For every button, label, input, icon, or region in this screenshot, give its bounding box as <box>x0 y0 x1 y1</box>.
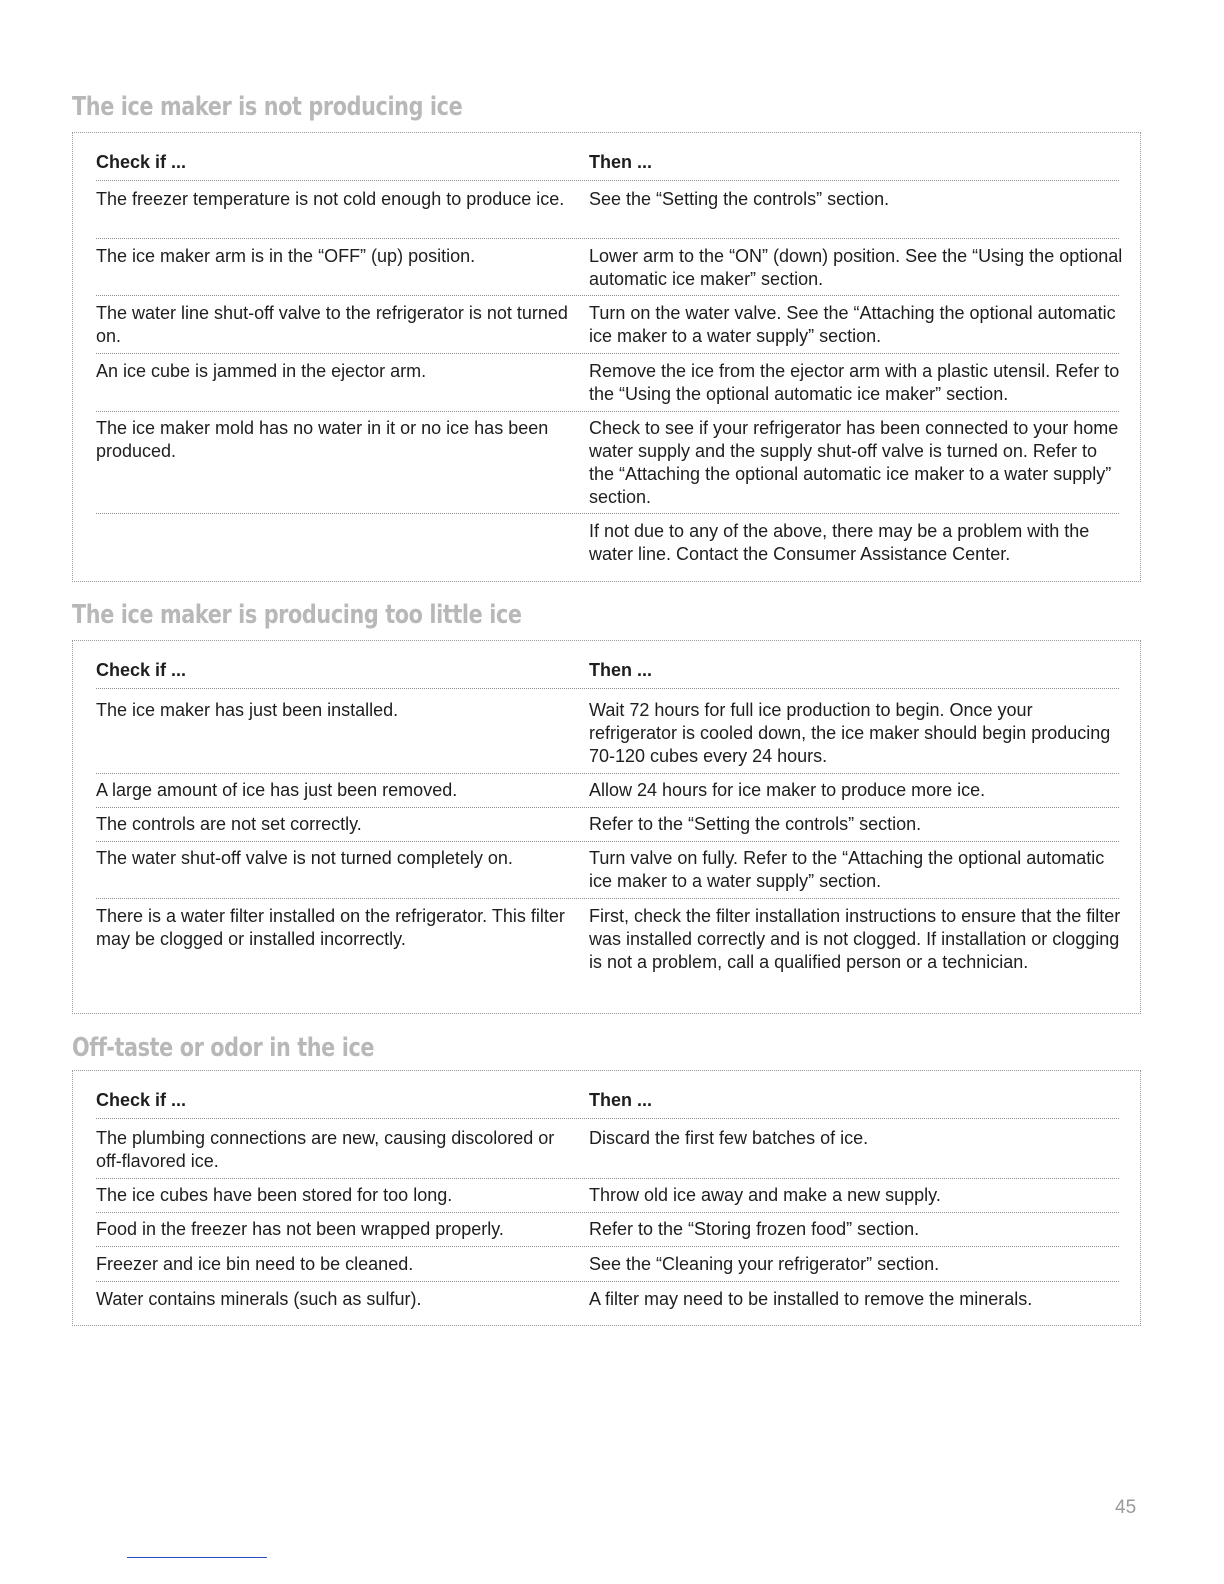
then-cell: Wait 72 hours for full ice production to begin. Once your refrigerator is cooled down, the ice maker should begin producing 70-120 cubes every 24 hours. <box>589 700 1111 766</box>
table-row <box>96 1184 1119 1213</box>
check-cell: The ice maker mold has no water in it or no ice has been produced. <box>96 418 549 461</box>
then-cell: Refer to the “Setting the controls” section. <box>589 814 922 834</box>
check-cell: There is a water filter installed on the refrigerator. This filter may be clogged or installed incorrectly. <box>96 906 565 949</box>
table-header <box>96 659 1119 689</box>
column-header-check: Check if ... <box>96 660 187 680</box>
footer-rule <box>127 1557 267 1558</box>
then-cell: Remove the ice from the ejector arm with a plastic utensil. Refer to the “Using the optional automatic ice maker” section. <box>589 361 1120 404</box>
check-cell: The plumbing connections are new, causing discolored or off-flavored ice. <box>96 1128 555 1171</box>
check-cell: The freezer temperature is not cold enough to produce ice. <box>96 189 565 209</box>
table-row <box>96 302 1119 354</box>
table-row <box>96 417 1119 514</box>
table-row <box>96 360 1119 412</box>
column-header-then: Then ... <box>589 1090 652 1110</box>
check-cell: The controls are not set correctly. <box>96 814 362 834</box>
then-cell: Throw old ice away and make a new supply. <box>589 1185 941 1205</box>
troubleshoot-table-too-little-ice <box>72 640 1141 1014</box>
table-row <box>96 1127 1119 1179</box>
then-cell: Check to see if your refrigerator has been connected to your home water supply and the supply shut-off valve is turned on. Refer to the “Attaching the optional automatic ice maker to a water supply” section. <box>589 418 1119 507</box>
check-cell: The water shut-off valve is not turned completely on. <box>96 848 513 868</box>
check-cell: The water line shut-off valve to the refrigerator is not turned on. <box>96 303 568 346</box>
then-cell: Refer to the “Storing frozen food” section. <box>589 1219 920 1239</box>
table-row <box>96 779 1119 808</box>
then-cell: A filter may need to be installed to remove the minerals. <box>589 1289 1033 1309</box>
then-cell: Allow 24 hours for ice maker to produce more ice. <box>589 780 986 800</box>
table-row <box>96 905 1119 1001</box>
check-cell: An ice cube is jammed in the ejector arm. <box>96 361 427 381</box>
check-cell: The ice maker arm is in the “OFF” (up) position. <box>96 246 476 266</box>
then-cell: Turn on the water valve. See the “Attaching the optional automatic ice maker to a water supply” section. <box>589 303 1116 346</box>
then-cell: Lower arm to the “ON” (down) position. See the “Using the optional automatic ice maker” section. <box>589 246 1123 289</box>
then-cell: If not due to any of the above, there may be a problem with the water line. Contact the Consumer Assistance Center. <box>589 521 1090 564</box>
column-header-check: Check if ... <box>96 1090 187 1110</box>
then-cell: Turn valve on fully. Refer to the “Attaching the optional automatic ice maker to a water supply” section. <box>589 848 1105 891</box>
section-title-too-little-ice: The ice maker is producing too little ice <box>72 600 522 630</box>
table-row <box>96 188 1119 239</box>
table-row <box>96 699 1119 774</box>
table-header <box>96 151 1119 181</box>
section-title-off-taste: Off-taste or odor in the ice <box>72 1033 375 1063</box>
check-cell: A large amount of ice has just been removed. <box>96 780 458 800</box>
then-cell: See the “Cleaning your refrigerator” section. <box>589 1254 940 1274</box>
column-header-then: Then ... <box>589 660 652 680</box>
table-row <box>96 520 1119 570</box>
column-header-check: Check if ... <box>96 152 187 172</box>
troubleshoot-table-not-producing <box>72 132 1141 582</box>
check-cell: Water contains minerals (such as sulfur). <box>96 1289 422 1309</box>
table-row <box>96 847 1119 899</box>
check-cell: Food in the freezer has not been wrapped properly. <box>96 1219 504 1239</box>
check-cell: The ice cubes have been stored for too long. <box>96 1185 453 1205</box>
troubleshoot-table-off-taste <box>72 1070 1141 1326</box>
then-cell: Discard the first few batches of ice. <box>589 1128 869 1148</box>
page-number: 45 <box>1115 1497 1137 1518</box>
section-title-not-producing: The ice maker is not producing ice <box>72 92 463 122</box>
table-row <box>96 1253 1119 1282</box>
table-header <box>96 1089 1119 1119</box>
column-header-then: Then ... <box>589 152 652 172</box>
table-row <box>96 813 1119 842</box>
check-cell: The ice maker has just been installed. <box>96 700 399 720</box>
then-cell: First, check the filter installation instructions to ensure that the filter was installed correctly and is not clogged. If installation or clogging is not a problem, call a qualified person or a technician. <box>589 906 1121 972</box>
then-cell: See the “Setting the controls” section. <box>589 189 890 209</box>
check-cell: Freezer and ice bin need to be cleaned. <box>96 1254 414 1274</box>
table-row <box>96 1218 1119 1247</box>
table-row <box>96 245 1123 296</box>
table-row <box>96 1288 1119 1316</box>
